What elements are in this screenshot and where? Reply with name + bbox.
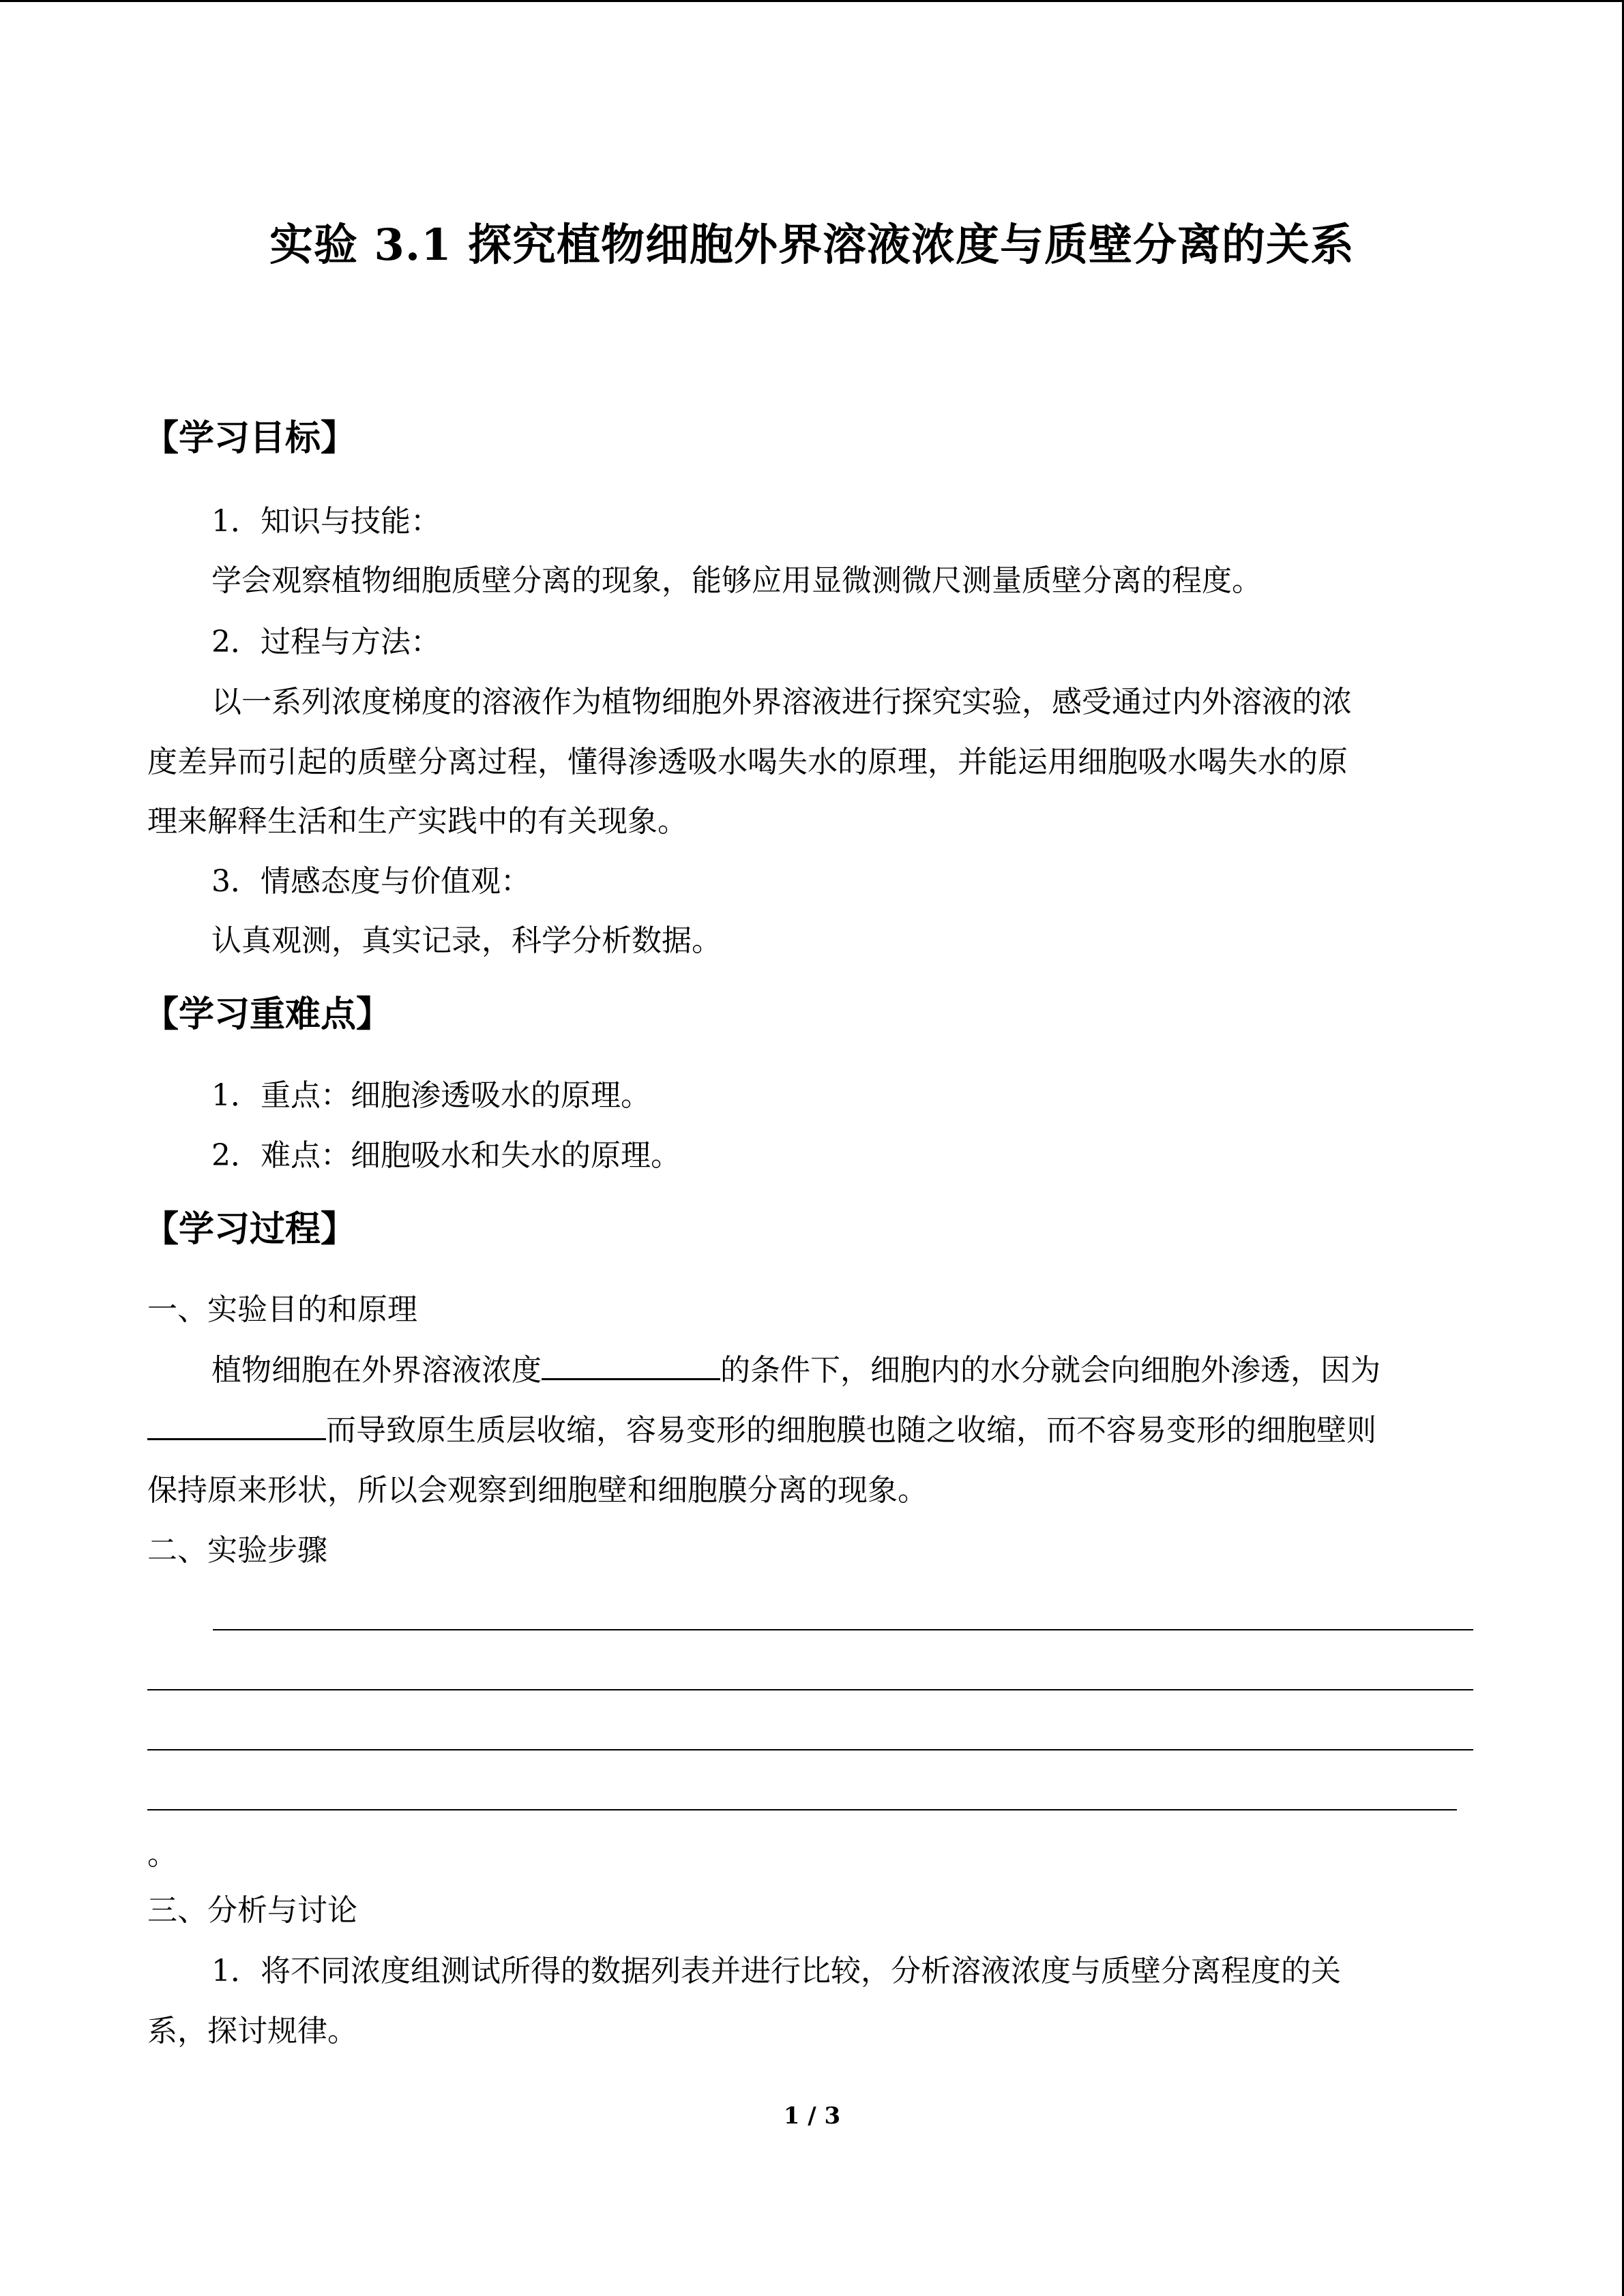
goal-2-text-line2: 度差异而引起的质壁分离过程，懂得渗透吸水喝失水的原理，并能运用细胞吸水喝失水的原 — [147, 745, 1348, 779]
answer-line-3[interactable] — [147, 1749, 1473, 1750]
key-point-2: 2．难点：细胞吸水和失水的原理。 — [211, 1138, 681, 1173]
part-2-end-mark: 。 — [147, 1837, 177, 1872]
part-3-title: 三、分析与讨论 — [147, 1893, 357, 1928]
fill-blank-2[interactable] — [147, 1411, 326, 1440]
part-3-line2: 系，探讨规律。 — [147, 2014, 357, 2048]
part-2-title: 二、实验步骤 — [147, 1533, 327, 1568]
answer-line-1[interactable] — [213, 1629, 1473, 1630]
goal-1-label: 1．知识与技能： — [211, 504, 441, 539]
key-point-1: 1．重点：细胞渗透吸水的原理。 — [211, 1078, 651, 1113]
part-1-line2-text: 而导致原生质层收缩，容易变形的细胞膜也随之收缩，而不容易变形的细胞壁则 — [326, 1413, 1376, 1448]
part-1-line1-before-blank: 植物细胞在外界溶液浓度 — [211, 1353, 542, 1388]
page-border-top — [0, 0, 1624, 2]
fill-blank-1[interactable] — [542, 1351, 720, 1380]
part-1-line1 — [211, 1350, 1381, 1391]
page-number: 1 / 3 — [783, 2102, 841, 2130]
goal-2-text-line3: 理来解释生活和生产实践中的有关现象。 — [147, 804, 688, 839]
answer-line-4[interactable] — [147, 1809, 1457, 1810]
document-title: 实验 3.1 探究植物细胞外界溶液浓度与质壁分离的关系 — [269, 220, 1355, 271]
part-1-line3: 保持原来形状，所以会观察到细胞壁和细胞膜分离的现象。 — [147, 1473, 928, 1508]
part-1-title: 一、实验目的和原理 — [147, 1292, 417, 1327]
part-1-line2 — [147, 1410, 1376, 1451]
heading-learning-process: 【学习过程】 — [143, 1208, 357, 1250]
goal-2-text-line1: 以一系列浓度梯度的溶液作为植物细胞外界溶液进行探究实验，感受通过内外溶液的浓 — [211, 685, 1352, 719]
goal-1-text: 学会观察植物细胞质壁分离的现象，能够应用显微测微尺测量质壁分离的程度。 — [211, 563, 1262, 598]
heading-key-points: 【学习重难点】 — [143, 994, 392, 1035]
goal-2-label: 2．过程与方法： — [211, 625, 441, 659]
goal-3-text: 认真观测，真实记录，科学分析数据。 — [211, 923, 722, 958]
goal-3-label: 3．情感态度与价值观： — [211, 864, 531, 899]
part-1-line1-after-blank: 的条件下，细胞内的水分就会向细胞外渗透，因为 — [720, 1353, 1381, 1388]
answer-line-2[interactable] — [147, 1689, 1473, 1690]
part-3-line1: 1．将不同浓度组测试所得的数据列表并进行比较，分析溶液浓度与质壁分离程度的关 — [211, 1954, 1341, 1988]
heading-learning-goals: 【学习目标】 — [143, 417, 357, 459]
